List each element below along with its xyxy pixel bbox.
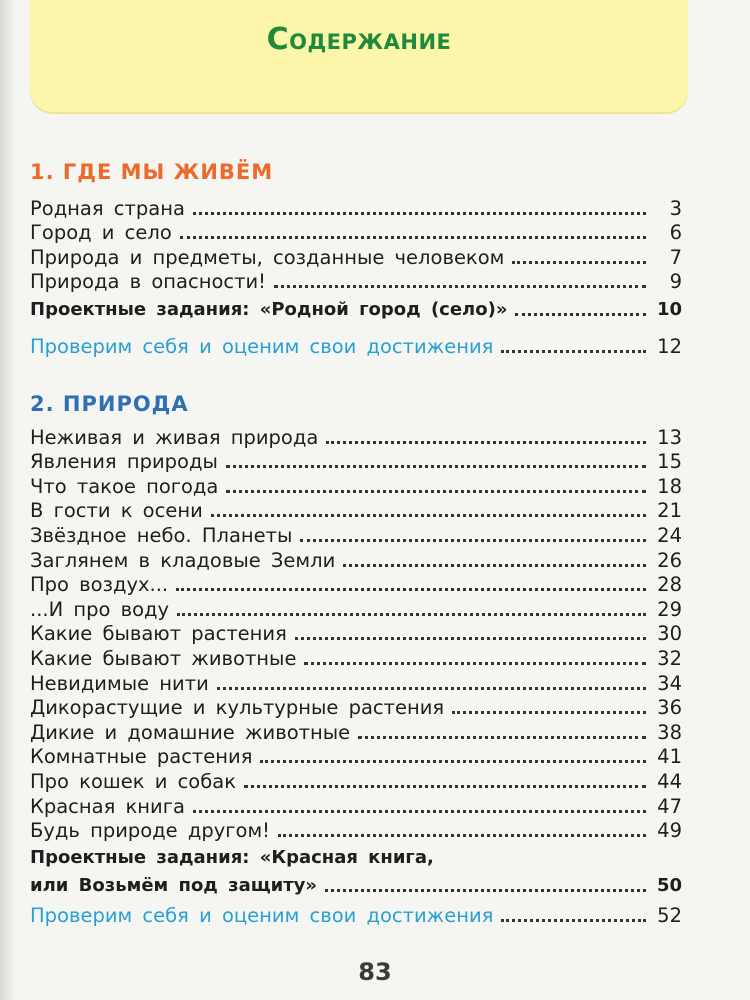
check-row[interactable]	[30, 333, 682, 358]
toc-page: 38	[657, 720, 682, 744]
toc-page: 41	[657, 745, 682, 769]
toc-page: 47	[657, 794, 682, 818]
toc-page: 49	[657, 819, 682, 843]
toc-title: Природа и предметы, созданные человеком	[30, 245, 505, 269]
toc-row[interactable]	[30, 596, 682, 621]
leader-dots	[501, 349, 646, 353]
toc-title: Природа в опасности!	[30, 270, 266, 294]
toc-row[interactable]	[30, 572, 682, 597]
toc-row[interactable]	[30, 473, 682, 498]
leader-dots	[343, 563, 646, 567]
toc-section-2	[30, 424, 682, 842]
toc-page: 13	[657, 425, 682, 449]
toc-page: 15	[657, 450, 682, 474]
toc-row[interactable]	[30, 719, 682, 744]
check-title: Проверим себя и оценим свои достижения	[30, 903, 494, 927]
toc-row[interactable]	[30, 522, 682, 547]
toc-page: 3	[669, 196, 682, 220]
toc-title: Какие бывают растения	[30, 622, 287, 646]
leader-dots	[176, 587, 646, 591]
toc-page: 21	[657, 499, 682, 523]
toc-row[interactable]	[30, 498, 682, 523]
toc-page: 32	[657, 646, 682, 670]
check-title: Проверим себя и оценим свои достижения	[30, 334, 494, 358]
toc-row[interactable]	[30, 670, 682, 695]
toc-row[interactable]	[30, 244, 682, 269]
toc-row[interactable]	[30, 424, 682, 449]
leader-dots	[177, 612, 646, 616]
toc-page: 34	[657, 671, 682, 695]
leader-dots	[326, 440, 646, 444]
leader-dots	[304, 661, 646, 665]
toc-title: Дикие и домашние животные	[30, 720, 351, 744]
toc-title: Дикорастущие и культурные растения	[30, 696, 445, 720]
toc-title: Родная страна	[30, 196, 185, 220]
toc-row[interactable]	[30, 744, 682, 769]
project-row	[30, 872, 682, 897]
page-title: Содержание	[266, 22, 452, 57]
toc-title: Заглянем в кладовые Земли	[30, 548, 336, 572]
check-section-2	[30, 902, 682, 927]
toc-section-1	[30, 195, 682, 293]
toc-page: 44	[657, 769, 682, 793]
leader-dots	[226, 489, 646, 493]
toc-page: 9	[669, 270, 682, 294]
toc-title: Звёздное небо. Планеты	[30, 523, 293, 547]
toc-page: 30	[657, 622, 682, 646]
toc-row[interactable]	[30, 449, 682, 474]
toc-row[interactable]	[30, 269, 682, 294]
section-heading-1: 1. ГДЕ МЫ ЖИВЁМ	[30, 160, 274, 184]
leader-dots	[260, 759, 646, 763]
toc-title: Будь природе другом!	[30, 819, 270, 843]
leader-dots	[501, 918, 646, 922]
toc-page: 18	[657, 474, 682, 498]
toc-page: 24	[657, 523, 682, 547]
project-title-line2: или Возьмём под защиту»	[30, 874, 318, 896]
leader-dots	[512, 260, 646, 264]
toc-page: 26	[657, 548, 682, 572]
check-page: 12	[657, 334, 682, 358]
toc-title: Явления природы	[30, 450, 218, 474]
leader-dots	[515, 312, 646, 316]
toc-title: Про воздух...	[30, 573, 169, 597]
project-section-1	[30, 296, 682, 321]
toc-row[interactable]	[30, 645, 682, 670]
leader-dots	[358, 735, 646, 739]
leader-dots	[295, 636, 646, 640]
toc-title: Неживая и живая природа	[30, 425, 319, 449]
leader-dots	[452, 710, 646, 714]
project-page: 10	[656, 298, 682, 320]
project-row[interactable]	[30, 296, 682, 321]
toc-title: ...И про воду	[30, 597, 170, 621]
toc-title: Невидимые нити	[30, 671, 209, 695]
toc-page: 29	[657, 597, 682, 621]
project-section-2[interactable]	[30, 846, 682, 897]
project-page: 50	[656, 874, 682, 896]
toc-row[interactable]	[30, 621, 682, 646]
toc-page: 6	[669, 221, 682, 245]
leader-dots	[274, 284, 646, 288]
toc-page: 28	[657, 573, 682, 597]
page-edge-shadow	[0, 0, 16, 1000]
toc-row[interactable]	[30, 793, 682, 818]
toc-title: Комнатные растения	[30, 745, 253, 769]
project-title-line1: Проектные задания: «Красная книга,	[30, 847, 434, 868]
check-row[interactable]	[30, 902, 682, 927]
toc-title: Про кошек и собак	[30, 769, 236, 793]
leader-dots	[180, 235, 646, 239]
toc-page: 36	[657, 696, 682, 720]
leader-dots	[211, 513, 646, 517]
toc-title: Красная книга	[30, 794, 185, 818]
toc-row[interactable]	[30, 768, 682, 793]
toc-row[interactable]	[30, 195, 682, 220]
leader-dots	[217, 686, 646, 690]
page-number: 83	[358, 958, 392, 986]
title-banner	[30, 0, 688, 112]
toc-row[interactable]	[30, 547, 682, 572]
leader-dots	[226, 464, 646, 468]
section-heading-2: 2. ПРИРОДА	[30, 392, 189, 416]
leader-dots	[325, 888, 646, 892]
toc-page: 7	[669, 245, 682, 269]
toc-row[interactable]	[30, 818, 682, 843]
project-title: Проектные задания: «Родной город (село)»	[30, 298, 508, 320]
toc-title: Какие бывают животные	[30, 646, 297, 670]
leader-dots	[300, 538, 646, 542]
toc-title: В гости к осени	[30, 499, 203, 523]
toc-row[interactable]	[30, 695, 682, 720]
leader-dots	[244, 784, 646, 788]
leader-dots	[193, 809, 646, 813]
toc-title: Город и село	[30, 221, 172, 245]
leader-dots	[193, 211, 646, 215]
check-page: 52	[657, 903, 682, 927]
toc-title: Что такое погода	[30, 474, 219, 498]
toc-row[interactable]	[30, 220, 682, 245]
check-section-1	[30, 333, 682, 358]
leader-dots	[278, 833, 646, 837]
